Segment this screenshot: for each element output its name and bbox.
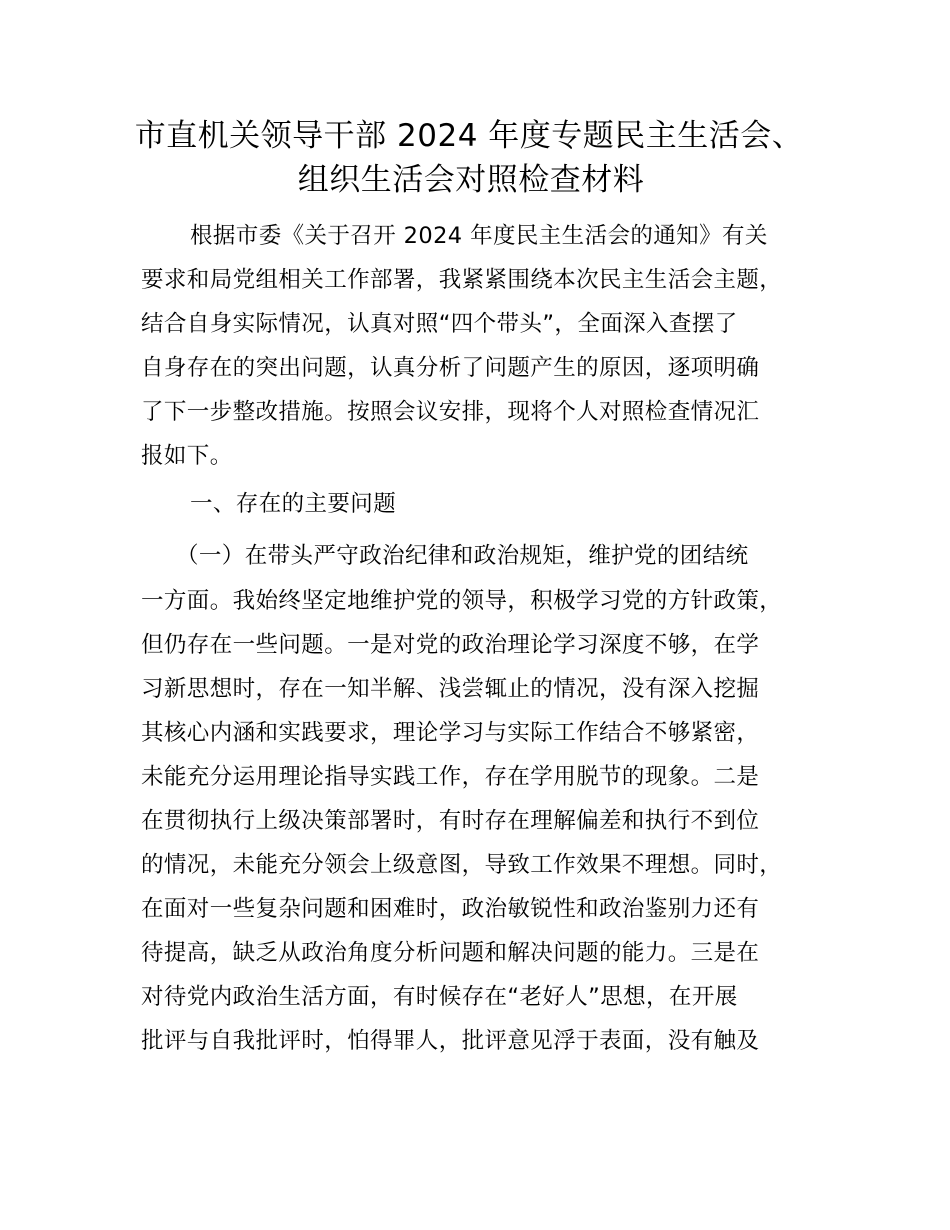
subsection-paragraph-line: 在贯彻执行上级决策部署时，有时存在理解偏差和执行不到位 [141, 808, 760, 834]
subsection-paragraph-line: 其核心内涵和实践要求，理论学习与实际工作结合不够紧密， [141, 720, 760, 746]
subsection-paragraph-line: 对待党内政治生活方面，有时候存在“老好人”思想，在开展 [141, 984, 738, 1010]
intro-paragraph-line: 自身存在的突出问题，认真分析了问题产生的原因，逐项明确 [141, 355, 760, 381]
subsection-paragraph-line: 批评与自我批评时，怕得罪人，批评意见浮于表面，没有触及 [141, 1028, 760, 1054]
subsection-paragraph-line: 待提高，缺乏从政治角度分析问题和解决问题的能力。三是在 [141, 940, 760, 966]
subsection-paragraph-line: 在面对一些复杂问题和困难时，政治敏锐性和政治鉴别力还有 [141, 896, 760, 922]
intro-paragraph-line: 根据市委《关于召开 2024 年度民主生活会的通知》有关 [190, 223, 768, 249]
intro-paragraph-line: 了下一步整改措施。按照会议安排，现将个人对照检查情况汇 [141, 399, 760, 425]
section-heading: 一、存在的主要问题 [190, 491, 397, 517]
document-title-line-2: 组织生活会对照检查材料 [297, 162, 645, 198]
subsection-paragraph-line: 但仍存在一些问题。一是对党的政治理论学习深度不够，在学 [141, 632, 760, 658]
subsection-paragraph-line: （一）在带头严守政治纪律和政治规矩，维护党的团结统 [176, 543, 749, 569]
intro-paragraph-line: 要求和局党组相关工作部署，我紧紧围绕本次民主生活会主题， [141, 267, 783, 293]
subsection-paragraph-line: 习新思想时，存在一知半解、浅尝辄止的情况，没有深入挖掘 [141, 676, 760, 702]
subsection-paragraph-line: 一方面。我始终坚定地维护党的领导，积极学习党的方针政策， [141, 588, 783, 614]
subsection-paragraph-line: 的情况，未能充分领会上级意图，导致工作效果不理想。同时， [141, 852, 783, 878]
intro-paragraph-line: 结合自身实际情况，认真对照“四个带头”，全面深入查摆了 [141, 311, 738, 337]
subsection-paragraph-line: 未能充分运用理论指导实践工作，存在学用脱节的现象。二是 [141, 764, 760, 790]
document-title-line-1: 市直机关领导干部 2024 年度专题民主生活会、 [134, 118, 804, 154]
intro-paragraph-line: 报如下。 [141, 443, 233, 469]
